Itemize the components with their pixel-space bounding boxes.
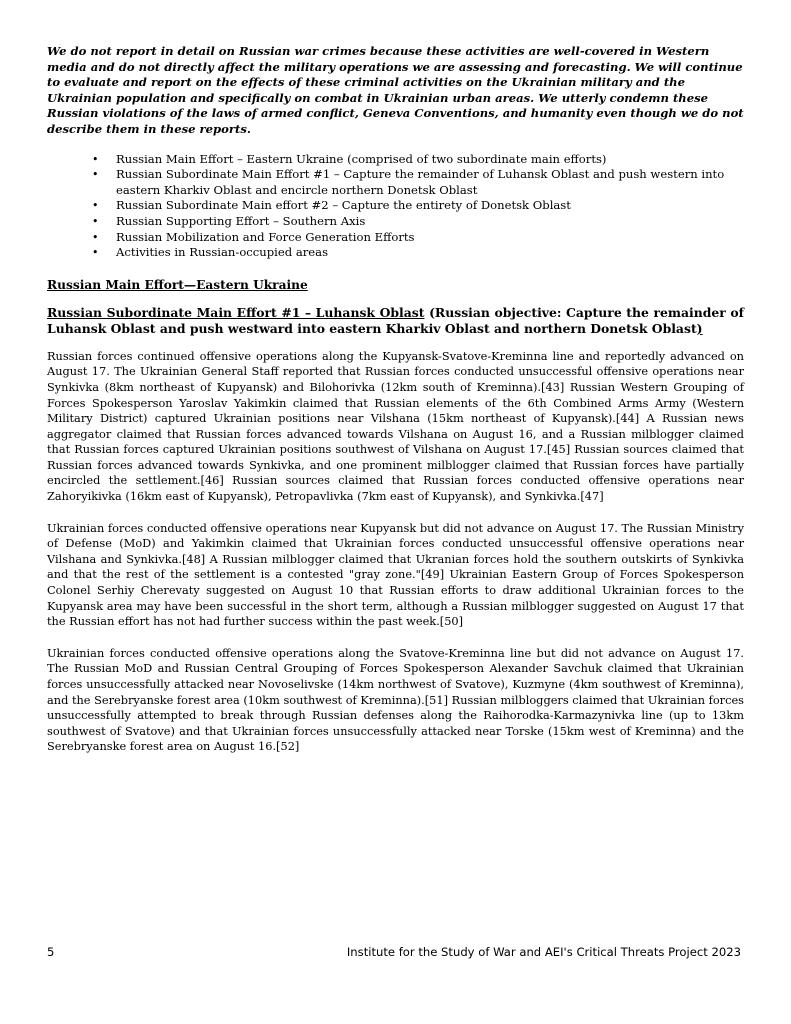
- list-item-text: Russian Mobilization and Force Generation Efforts: [116, 229, 415, 244]
- list-item-text: Russian Subordinate Main effort #2 – Capture the entirety of Donetsk Oblast: [116, 198, 571, 213]
- bullet-icon: •: [92, 214, 99, 228]
- list-item-text: Russian Subordinate Main Effort #1 – Capture the remainder of Luhansk Oblast and push western into eastern Kharkiv Oblast and encircle northern Donetsk Oblast: [116, 167, 725, 197]
- list-item: [92, 167, 744, 198]
- report-page: [47, 44, 744, 771]
- body-paragraph: Ukrainian forces conducted offensive operations along the Svatove-Kreminna line but did not advance on August 17. The Russian MoD and Russian Central Grouping of Forces Spokesperson Alexander Savchuk claimed that Ukrainian forces unsuccessfully attacked near Novoselivske (14km northwest of Svatove), Kuzmyne (4km southwest of Kreminna), and the Serebryanske forest area (10km southwest of Kreminna).[51] Russian milbloggers claimed that Ukrainian forces unsuccessfully attempted to break through Russian defenses along the Raihorodka-Karmazynivka line (up to 13km southwest of Svatove) and that Ukrainian forces unsuccessfully attacked near Torske (15km west of Kreminna) and the Serebryanske forest area on August 16.[52]: [47, 645, 744, 754]
- list-item: [92, 245, 744, 261]
- list-item: [92, 151, 744, 168]
- list-item: [92, 198, 744, 214]
- bullet-icon: •: [92, 168, 99, 182]
- bullet-icon: •: [92, 230, 99, 244]
- footer-organization: Institute for the Study of War and AEI's Critical Threats Project 2023: [346, 945, 741, 959]
- page-number: 5: [47, 945, 55, 959]
- list-item: [92, 213, 744, 230]
- list-item-text: Activities in Russian-occupied areas: [116, 245, 329, 260]
- subsection-title: Russian Subordinate Main Effort #1 – Luhansk Oblast: [47, 304, 425, 320]
- list-item-text: Russian Main Effort – Eastern Ukraine (comprised of two subordinate main efforts): [116, 151, 607, 166]
- bullet-icon: •: [92, 246, 99, 260]
- subsection-heading: [47, 305, 744, 337]
- subsection-closing-paren: ): [696, 320, 703, 336]
- section-list: [47, 152, 744, 261]
- war-crimes-disclaimer: We do not report in detail on Russian war crimes because these activities are well-covered in Western media and do not directly affect the military operations we are assessing and forecasting. We will continue to evaluate and report on the effects of these criminal activities on the Ukrainian military and the Ukrainian population and specifically on combat in Ukrainian urban areas. We utterly condemn these Russian violations of the laws of armed conflict, Geneva Conventions, and humanity even though we do not describe them in these reports.: [47, 44, 744, 136]
- list-item: [92, 229, 744, 246]
- subsection-objective: (Russian objective: Capture the remainder of Luhansk Oblast and push westward into eastern Kharkiv Oblast and northern Donetsk Oblast: [47, 304, 744, 336]
- bullet-icon: •: [92, 152, 99, 166]
- section-heading: Russian Main Effort—Eastern Ukraine: [47, 277, 308, 292]
- body-paragraph: Ukrainian forces conducted offensive operations near Kupyansk but did not advance on August 17. The Russian Ministry of Defense (MoD) and Yakimkin claimed that Ukrainian forces conducted unsuccessful offensive operations near Vilshana and Synkivka.[48] A Russian milblogger claimed that Ukranian forces hold the southern outskirts of Synkivka and that the rest of the settlement is a contested "gray zone."[49] Ukrainian Eastern Group of Forces Spokesperson Colonel Serhiy Cherevaty suggested on August 10 that Russian efforts to draw additional Ukrainian forces to the Kupyansk area may have been successful in the short term, although a Russian milblogger suggested on August 17 that the Russian effort has not had further success within the past week.[50]: [47, 520, 744, 629]
- bullet-icon: •: [92, 199, 99, 213]
- list-item-text: Russian Supporting Effort – Southern Axis: [116, 213, 366, 228]
- body-paragraph: Russian forces continued offensive operations along the Kupyansk-Svatove-Kreminna line and reportedly advanced on August 17. The Ukrainian General Staff reported that Russian forces conducted unsuccessful offensive operations near Synkivka (8km northeast of Kupyansk) and Bilohorivka (12km south of Kreminna).[43] Russian Western Grouping of Forces Spokesperson Yaroslav Yakimkin claimed that Russian elements of the 6th Combined Arms Army (Western Military District) captured Ukrainian positions near Vilshana (15km northeast of Kupyansk).[44] A Russian news aggregator claimed that Russian forces advanced towards Vilshana on August 16, and a Russian milblogger claimed that Russian forces captured Ukrainian positions southwest of Vilshana on August 17.[45] Russian sources claimed that Russian forces advanced towards Synkivka, and one prominent milblogger claimed that Russian forces have partially encircled the settlement.[46] Russian sources claimed that Russian forces conducted offensive operations near Zahoryikivka (16km east of Kupyansk), Petropavlivka (7km east of Kupyansk), and Synkivka.[47]: [47, 348, 744, 504]
